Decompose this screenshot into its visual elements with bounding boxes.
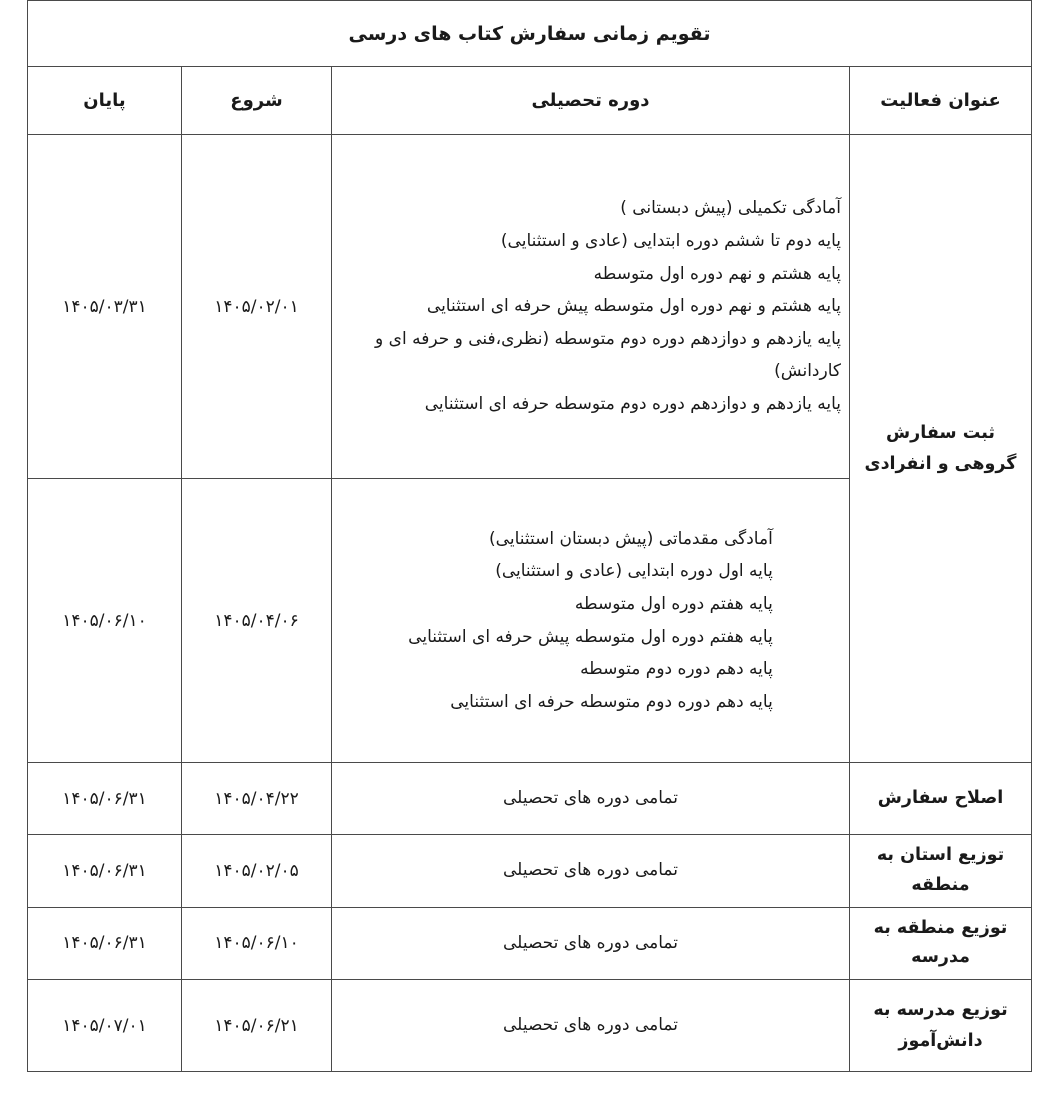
document-title: تقویم زمانی سفارش کتاب های درسی <box>27 1 1031 67</box>
table-title-row <box>27 1 1031 67</box>
cell-start-date: ۱۴۰۵/۰۶/۲۱ <box>182 980 332 1072</box>
cell-period <box>332 479 850 763</box>
cell-activity: توزیع منطقه به مدرسه <box>850 907 1032 980</box>
period-line: پایه هفتم دوره اول متوسطه <box>574 593 773 614</box>
cell-period: تمامی دوره های تحصیلی <box>332 763 850 835</box>
cell-end-date: ۱۴۰۵/۰۶/۳۱ <box>27 907 181 980</box>
cell-activity: ثبت سفارش گروهی و انفرادی <box>850 135 1032 763</box>
cell-activity: توزیع مدرسه به دانش‌آموز <box>850 980 1032 1072</box>
column-header-end: پایان <box>27 67 181 135</box>
period-line: پایه هفتم دوره اول متوسطه پیش حرفه ای استثنایی <box>408 626 773 647</box>
period-line: پایه اول دوره ابتدایی (عادی و استثنایی) <box>495 561 773 582</box>
cell-end-date: ۱۴۰۵/۰۶/۳۱ <box>27 835 181 908</box>
order-calendar-table <box>27 0 1032 1072</box>
cell-period: تمامی دوره های تحصیلی <box>332 980 850 1072</box>
cell-start-date: ۱۴۰۵/۰۶/۱۰ <box>182 907 332 980</box>
cell-start-date: ۱۴۰۵/۰۴/۲۲ <box>182 763 332 835</box>
period-line: آمادگی مقدماتی (پیش دبستان استثنایی) <box>489 528 773 549</box>
column-header-activity: عنوان فعالیت <box>850 67 1032 135</box>
table-row <box>27 763 1031 835</box>
period-line: پایه هشتم و نهم دوره اول متوسطه پیش حرفه ای استثنایی <box>426 296 841 317</box>
period-line: پایه هشتم و نهم دوره اول متوسطه <box>593 263 841 284</box>
cell-start-date: ۱۴۰۵/۰۲/۰۵ <box>182 835 332 908</box>
period-line-list <box>340 192 841 420</box>
cell-period: تمامی دوره های تحصیلی <box>332 835 850 908</box>
table-row <box>27 980 1031 1072</box>
period-line: پایه دهم دوره دوم متوسطه حرفه ای استثنایی <box>450 691 773 712</box>
cell-start-date: ۱۴۰۵/۰۲/۰۱ <box>182 135 332 479</box>
table-row <box>27 835 1031 908</box>
cell-start-date: ۱۴۰۵/۰۴/۰۶ <box>182 479 332 763</box>
table-row <box>27 135 1031 479</box>
period-line: پایه دوم تا ششم دوره ابتدایی (عادی و استثنایی) <box>500 230 841 251</box>
cell-activity: اصلاح سفارش <box>850 763 1032 835</box>
cell-end-date: ۱۴۰۵/۰۳/۳۱ <box>27 135 181 479</box>
period-line-list <box>408 523 773 719</box>
cell-end-date: ۱۴۰۵/۰۶/۱۰ <box>27 479 181 763</box>
cell-activity: توزیع استان به منطقه <box>850 835 1032 908</box>
cell-period <box>332 135 850 479</box>
cell-end-date: ۱۴۰۵/۰۷/۰۱ <box>27 980 181 1072</box>
column-header-period: دوره تحصیلی <box>332 67 850 135</box>
table-row <box>27 907 1031 980</box>
period-line: پایه یازدهم و دوازدهم دوره دوم متوسطه حرفه ای استثنایی <box>424 394 841 415</box>
cell-period: تمامی دوره های تحصیلی <box>332 907 850 980</box>
period-line: آمادگی تکمیلی (پیش دبستانی ) <box>620 198 841 219</box>
table-header-row <box>27 67 1031 135</box>
column-header-start: شروع <box>182 67 332 135</box>
period-line: پایه دهم دوره دوم متوسطه <box>580 659 773 680</box>
period-line: پایه یازدهم و دوازدهم دوره دوم متوسطه (نظری،فنی و حرفه ای و کاردانش) <box>375 328 841 382</box>
cell-end-date: ۱۴۰۵/۰۶/۳۱ <box>27 763 181 835</box>
